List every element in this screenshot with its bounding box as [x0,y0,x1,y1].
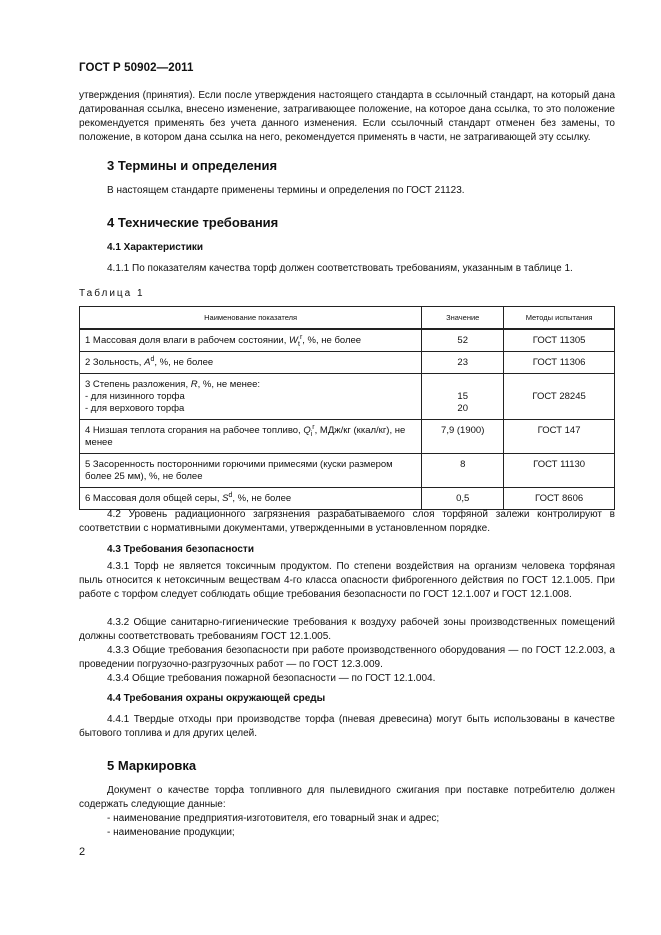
value-cell: 0,5 [422,488,504,510]
paragraph-4-3-4: 4.3.4 Общие требования пожарной безопасности — по ГОСТ 12.1.004. [107,673,436,684]
section-3-title: 3 Термины и определения [107,158,278,173]
table-row [80,420,615,454]
indicator-cell: 6 Массовая доля общей серы, $S^d$, %, не более [80,488,422,510]
table-header-row [80,307,615,330]
page-number: 2 [79,846,86,858]
indicator-cell: 5 Засоренность посторонними горючими примесями (куски размером более 25 мм), %, не более [80,454,422,488]
method-cell: ГОСТ 11305 [504,329,615,352]
paragraph-4-3-1: 4.3.1 Торф не является токсичным продуктом. По степени воздействия на организм человека торфяная пыль относится к нетоксичным веществам 4-го класса опасности фиброгенного действия по ГОСТ 12.1.005. При работе с торфом следует соблюдать общие требования безопасности по ГОСТ 12.1.007 и ГОСТ 12.1.008. [79,561,615,600]
list-item: - наименование продукции; [107,827,235,838]
section-5-paragraph: Документ о качестве торфа топливного для пылевидного сжигания при поставке потребителю должен содержать следующие данные: [79,785,615,810]
column-header-method: Методы испытания [504,307,615,330]
paragraph-4-1-1: 4.1.1 По показателям качества торф должен соответствовать требованиям, указанным в таблице 1. [107,263,573,274]
indicator-cell: 3 Степень разложения, R, %, не менее: - для низинного торфа - для верхового торфа [80,374,422,420]
method-cell: ГОСТ 11306 [504,352,615,374]
subsection-4-3-title: 4.3 Требования безопасности [107,544,254,555]
method-cell: ГОСТ 28245 [504,374,615,420]
intro-paragraph: утверждения (принятия). Если после утверждения настоящего стандарта в ссылочный стандарт, на который дана датированная ссылка, внесено изменение, затрагивающее положение, на которое дана ссылка, то это положение рекомендуется применять без учета данного изменения. Если ссылочный стандарт отменен без замены, то положение, в котором дана ссылка на него, рекомендуется применять в части, не затрагивающей эту ссылку. [79,90,615,143]
method-cell: ГОСТ 11130 [504,454,615,488]
indicator-cell: 1 Массовая доля влаги в рабочем состоянии, $W_t^r$, %, не более [80,329,422,352]
method-cell: ГОСТ 147 [504,420,615,454]
value-cell: 15 20 [422,374,504,420]
subsection-4-4-title: 4.4 Требования охраны окружающей среды [107,693,326,704]
table-row [80,488,615,510]
standard-code-header: ГОСТ Р 50902—2011 [79,62,194,74]
indicator-cell: 2 Зольность, $A^d$, %, не более [80,352,422,374]
section-3-paragraph: В настоящем стандарте применены термины и определения по ГОСТ 21123. [107,185,465,196]
value-cell: 52 [422,329,504,352]
table-row [80,352,615,374]
value-cell: 8 [422,454,504,488]
subsection-4-1-title: 4.1 Характеристики [107,242,204,253]
table-row [80,329,615,352]
paragraph-4-4-1: 4.4.1 Твердые отходы при производстве торфа (пневая древесина) могут быть использованы в качестве бытового топлива и для других целей. [79,714,615,739]
paragraph-4-3-2: 4.3.2 Общие санитарно-гигиенические требования к воздуху рабочей зоны производственных помещений должны соответствовать требованиям ГОСТ 12.1.005. [79,617,615,642]
list-item: - наименование предприятия-изготовителя, его товарный знак и адрес; [107,813,440,824]
section-4-title: 4 Технические требования [107,215,279,230]
paragraph-4-3-3: 4.3.3 Общие требования безопасности при работе производственного оборудования — по ГОСТ 12.2.003, а проведении погрузочно-разгрузочных работ — по ГОСТ 12.3.009. [79,645,615,670]
section-5-title: 5 Маркировка [107,758,197,773]
value-cell: 23 [422,352,504,374]
table-row [80,374,615,420]
requirements-table [79,306,615,510]
table-caption: Таблица 1 [79,288,145,299]
indicator-cell: 4 Низшая теплота сгорания на рабочее топливо, $Q_i^r$, МДж/кг (ккал/кг), не менее [80,420,422,454]
method-cell: ГОСТ 8606 [504,488,615,510]
paragraph-4-2: 4.2 Уровень радиационного загрязнения разрабатываемого слоя торфяной залежи контролируют в соответствии с нормативными документами, утвержденными в установленном порядке. [79,509,615,534]
table-row [80,454,615,488]
column-header-indicator: Наименование показателя [80,307,422,330]
column-header-value: Значение [422,307,504,330]
value-cell: 7,9 (1900) [422,420,504,454]
